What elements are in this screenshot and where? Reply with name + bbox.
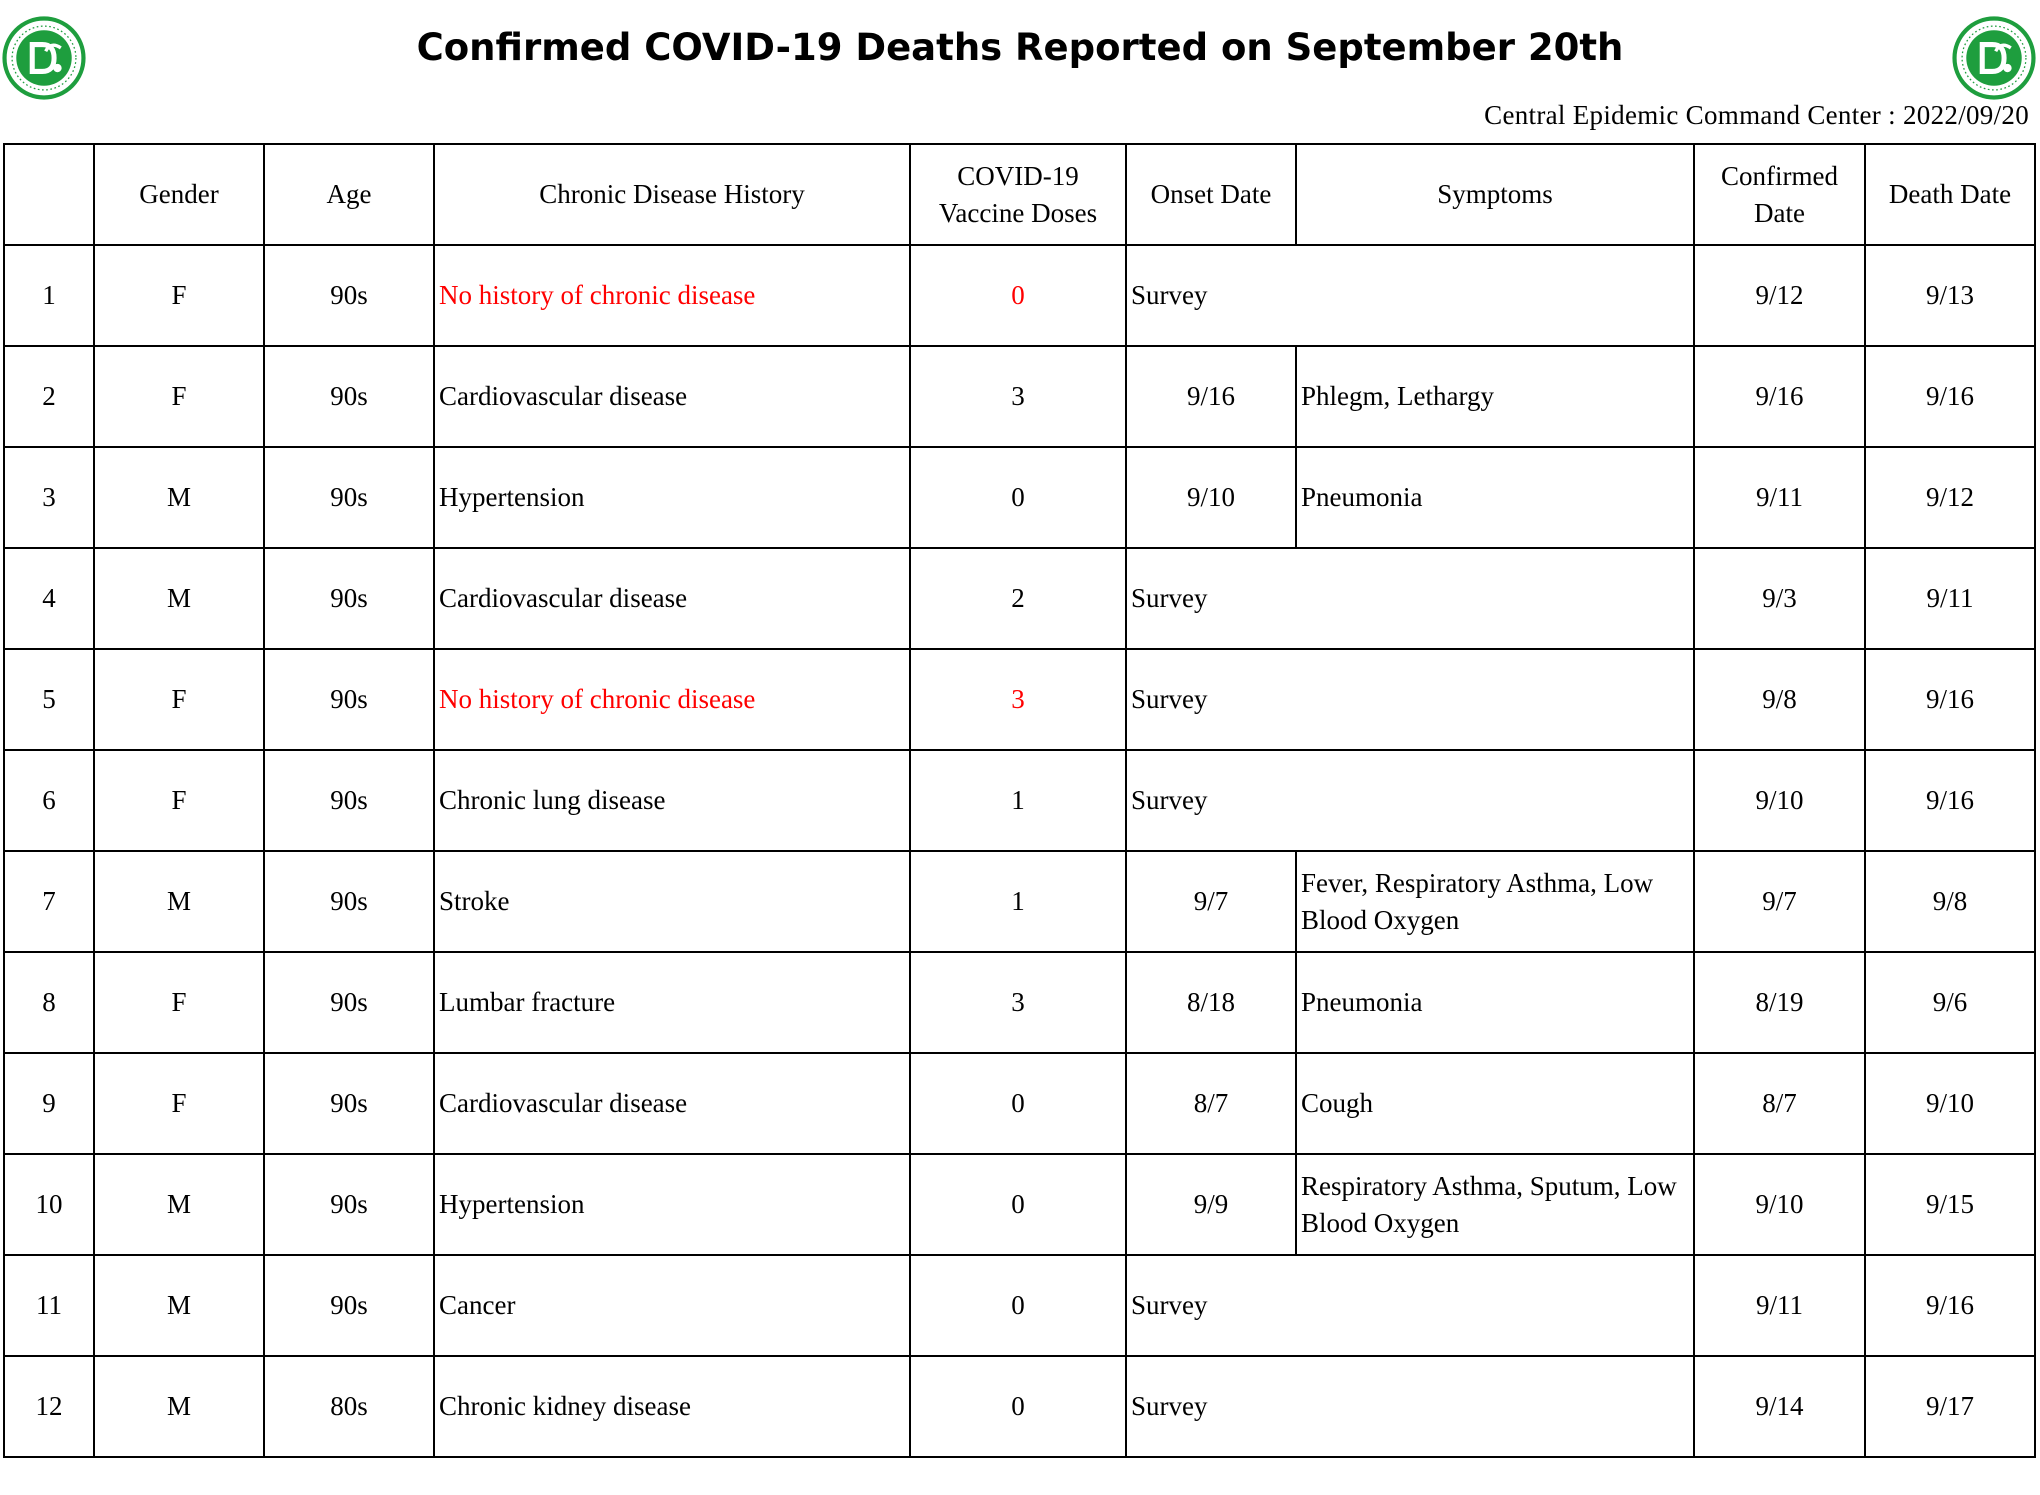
- death-date-cell: 9/16: [1865, 750, 2035, 851]
- table-body: [4, 245, 2035, 1457]
- age-cell: 90s: [264, 447, 434, 548]
- table-row: [4, 447, 2035, 548]
- chronic-disease-history-cell: No history of chronic disease: [434, 649, 910, 750]
- symptoms-cell: Phlegm, Lethargy: [1296, 346, 1694, 447]
- gender-cell: F: [94, 750, 264, 851]
- vaccine-doses-cell: 1: [910, 851, 1126, 952]
- gender-cell: F: [94, 649, 264, 750]
- confirmed-date-cell: 9/8: [1694, 649, 1865, 750]
- gender-cell: M: [94, 1154, 264, 1255]
- column-header-age: Age: [264, 144, 434, 245]
- confirmed-date-cell: 9/10: [1694, 750, 1865, 851]
- column-header-onset-date: Onset Date: [1126, 144, 1296, 245]
- row-number-cell: 6: [4, 750, 94, 851]
- onset-date-cell: 9/9: [1126, 1154, 1296, 1255]
- row-number-cell: 9: [4, 1053, 94, 1154]
- age-cell: 90s: [264, 952, 434, 1053]
- gender-cell: M: [94, 548, 264, 649]
- table-row: [4, 1255, 2035, 1356]
- cdc-logo-right: [1952, 16, 2036, 100]
- report-source-date: Central Epidemic Command Center : 2022/09/20: [1484, 100, 2029, 130]
- confirmed-date-cell: 8/7: [1694, 1053, 1865, 1154]
- chronic-disease-history-cell: Cardiovascular disease: [434, 1053, 910, 1154]
- confirmed-date-cell: 9/7: [1694, 851, 1865, 952]
- confirmed-date-cell: 9/11: [1694, 1255, 1865, 1356]
- row-number-cell: 11: [4, 1255, 94, 1356]
- onset-date-cell: 9/7: [1126, 851, 1296, 952]
- onset-date-cell: 9/10: [1126, 447, 1296, 548]
- gender-cell: M: [94, 851, 264, 952]
- table-row: [4, 548, 2035, 649]
- vaccine-doses-cell: 0: [910, 1154, 1126, 1255]
- table-row: [4, 851, 2035, 952]
- vaccine-doses-cell: 1: [910, 750, 1126, 851]
- column-header-confirmed-date: Confirmed Date: [1694, 144, 1865, 245]
- vaccine-doses-cell: 0: [910, 1255, 1126, 1356]
- page-title: Confirmed COVID-19 Deaths Reported on September 20th: [416, 26, 1624, 69]
- vaccine-doses-cell: 2: [910, 548, 1126, 649]
- chronic-disease-history-cell: Chronic lung disease: [434, 750, 910, 851]
- deaths-table: [3, 143, 2036, 1458]
- chronic-disease-history-cell: Hypertension: [434, 1154, 910, 1255]
- death-date-cell: 9/13: [1865, 245, 2035, 346]
- death-date-cell: 9/15: [1865, 1154, 2035, 1255]
- chronic-disease-history-cell: Stroke: [434, 851, 910, 952]
- symptoms-cell: Cough: [1296, 1053, 1694, 1154]
- row-number-cell: 8: [4, 952, 94, 1053]
- chronic-disease-history-cell: No history of chronic disease: [434, 245, 910, 346]
- onset-date-cell: 9/16: [1126, 346, 1296, 447]
- table-row: [4, 952, 2035, 1053]
- gender-cell: M: [94, 1356, 264, 1457]
- age-cell: 90s: [264, 1255, 434, 1356]
- row-number-cell: 7: [4, 851, 94, 952]
- table-header-row: [4, 144, 2035, 245]
- symptoms-cell: Fever, Respiratory Asthma, Low Blood Oxygen: [1296, 851, 1694, 952]
- gender-cell: F: [94, 952, 264, 1053]
- table-row: [4, 1053, 2035, 1154]
- row-number-cell: 4: [4, 548, 94, 649]
- column-header-gender: Gender: [94, 144, 264, 245]
- gender-cell: M: [94, 1255, 264, 1356]
- gender-cell: F: [94, 346, 264, 447]
- table-row: [4, 245, 2035, 346]
- onset-date-cell: 8/7: [1126, 1053, 1296, 1154]
- gender-cell: F: [94, 245, 264, 346]
- chronic-disease-history-cell: Hypertension: [434, 447, 910, 548]
- age-cell: 80s: [264, 1356, 434, 1457]
- onset-survey-cell: Survey: [1126, 750, 1694, 851]
- vaccine-doses-cell: 3: [910, 952, 1126, 1053]
- vaccine-doses-cell: 0: [910, 245, 1126, 346]
- onset-survey-cell: Survey: [1126, 245, 1694, 346]
- onset-survey-cell: Survey: [1126, 1356, 1694, 1457]
- column-header-death-date: Death Date: [1865, 144, 2035, 245]
- column-header-chronic-disease-history: Chronic Disease History: [434, 144, 910, 245]
- death-date-cell: 9/8: [1865, 851, 2035, 952]
- row-number-cell: 10: [4, 1154, 94, 1255]
- chronic-disease-history-cell: Lumbar fracture: [434, 952, 910, 1053]
- death-date-cell: 9/17: [1865, 1356, 2035, 1457]
- table-row: [4, 346, 2035, 447]
- death-date-cell: 9/10: [1865, 1053, 2035, 1154]
- confirmed-date-cell: 9/12: [1694, 245, 1865, 346]
- table-row: [4, 1154, 2035, 1255]
- onset-survey-cell: Survey: [1126, 548, 1694, 649]
- cdc-logo-icon: [1952, 16, 2036, 100]
- row-number-cell: 1: [4, 245, 94, 346]
- confirmed-date-cell: 9/10: [1694, 1154, 1865, 1255]
- onset-date-cell: 8/18: [1126, 952, 1296, 1053]
- death-date-cell: 9/6: [1865, 952, 2035, 1053]
- death-date-cell: 9/16: [1865, 346, 2035, 447]
- vaccine-doses-cell: 0: [910, 1053, 1126, 1154]
- symptoms-cell: Pneumonia: [1296, 447, 1694, 548]
- death-date-cell: 9/12: [1865, 447, 2035, 548]
- death-date-cell: 9/16: [1865, 649, 2035, 750]
- row-number-cell: 5: [4, 649, 94, 750]
- age-cell: 90s: [264, 851, 434, 952]
- age-cell: 90s: [264, 1154, 434, 1255]
- confirmed-date-cell: 9/11: [1694, 447, 1865, 548]
- vaccine-doses-cell: 3: [910, 649, 1126, 750]
- death-date-cell: 9/11: [1865, 548, 2035, 649]
- column-header-number: [4, 144, 94, 245]
- symptoms-cell: Respiratory Asthma, Sputum, Low Blood Oxygen: [1296, 1154, 1694, 1255]
- age-cell: 90s: [264, 548, 434, 649]
- gender-cell: M: [94, 447, 264, 548]
- confirmed-date-cell: 9/3: [1694, 548, 1865, 649]
- age-cell: 90s: [264, 1053, 434, 1154]
- row-number-cell: 12: [4, 1356, 94, 1457]
- confirmed-date-cell: 8/19: [1694, 952, 1865, 1053]
- table-row: [4, 750, 2035, 851]
- onset-survey-cell: Survey: [1126, 649, 1694, 750]
- confirmed-date-cell: 9/16: [1694, 346, 1865, 447]
- death-date-cell: 9/16: [1865, 1255, 2035, 1356]
- age-cell: 90s: [264, 649, 434, 750]
- age-cell: 90s: [264, 346, 434, 447]
- table-row: [4, 1356, 2035, 1457]
- age-cell: 90s: [264, 245, 434, 346]
- row-number-cell: 3: [4, 447, 94, 548]
- gender-cell: F: [94, 1053, 264, 1154]
- symptoms-cell: Pneumonia: [1296, 952, 1694, 1053]
- age-cell: 90s: [264, 750, 434, 851]
- row-number-cell: 2: [4, 346, 94, 447]
- vaccine-doses-cell: 0: [910, 1356, 1126, 1457]
- chronic-disease-history-cell: Cardiovascular disease: [434, 346, 910, 447]
- column-header-symptoms: Symptoms: [1296, 144, 1694, 245]
- onset-survey-cell: Survey: [1126, 1255, 1694, 1356]
- table-row: [4, 649, 2035, 750]
- confirmed-date-cell: 9/14: [1694, 1356, 1865, 1457]
- chronic-disease-history-cell: Chronic kidney disease: [434, 1356, 910, 1457]
- chronic-disease-history-cell: Cardiovascular disease: [434, 548, 910, 649]
- column-header-vaccine-doses: COVID-19 Vaccine Doses: [910, 144, 1126, 245]
- vaccine-doses-cell: 3: [910, 346, 1126, 447]
- vaccine-doses-cell: 0: [910, 447, 1126, 548]
- chronic-disease-history-cell: Cancer: [434, 1255, 910, 1356]
